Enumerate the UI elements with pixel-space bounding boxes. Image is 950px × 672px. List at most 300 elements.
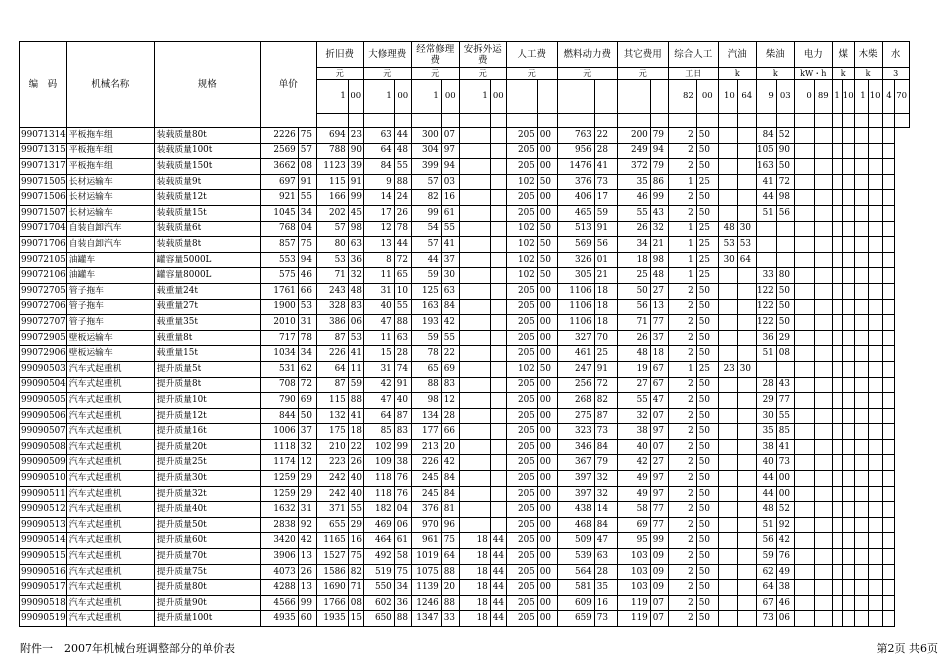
cell-int — [794, 252, 814, 268]
cell-int: 2 — [668, 190, 696, 206]
cell-int — [854, 361, 868, 377]
cell-int: 564 — [557, 564, 594, 580]
header-col-spacer — [696, 114, 718, 128]
cell-dec — [814, 549, 832, 565]
cell-dec — [814, 143, 832, 159]
cell-dec — [737, 502, 756, 518]
cell-dec — [868, 595, 882, 611]
cell-dec: 72 — [298, 377, 316, 393]
header-col-unit: 元 — [506, 68, 557, 80]
cell-int: 372 — [617, 159, 650, 175]
cell-int — [794, 502, 814, 518]
cell-dec: 00 — [537, 455, 557, 471]
cell-dec: 13 — [298, 580, 316, 596]
cell-dec: 16 — [441, 190, 459, 206]
cell-int: 242 — [316, 471, 348, 487]
cell-spec: 提升质量100t — [154, 611, 260, 627]
header-col-spacer — [316, 114, 348, 128]
header-col-label: 木柴 — [854, 42, 882, 68]
cell-dec: 00 — [537, 128, 557, 144]
cell-int: 205 — [506, 502, 537, 518]
cell-dec: 00 — [537, 580, 557, 596]
cell-dec: 50 — [776, 283, 794, 299]
cell-dec — [814, 361, 832, 377]
cell-int: 205 — [506, 455, 537, 471]
cell-dec: 52 — [776, 502, 794, 518]
cell-spec: 装载质量8t — [154, 237, 260, 253]
cell-int: 8 — [363, 252, 394, 268]
cell-int: 2 — [668, 205, 696, 221]
cell-dec — [737, 190, 756, 206]
cell-int — [459, 190, 490, 206]
cell-int — [794, 346, 814, 362]
cell-int: 26 — [617, 330, 650, 346]
cell-int — [832, 580, 842, 596]
cell-int — [882, 549, 894, 565]
cell-dec — [490, 330, 506, 346]
cell-dec: 27 — [650, 455, 668, 471]
cell-spec: 载重量8t — [154, 330, 260, 346]
cell-dec: 36 — [394, 595, 411, 611]
cell-spec: 提升质量25t — [154, 455, 260, 471]
cell-dec — [737, 315, 756, 331]
header-col-default-dec: 00 — [441, 80, 459, 114]
cell-dec: 73 — [776, 455, 794, 471]
cell-dec — [814, 533, 832, 549]
cell-int: 205 — [506, 408, 537, 424]
cell-int — [459, 159, 490, 175]
cell-dec — [776, 252, 794, 268]
cell-int: 768 — [260, 221, 298, 237]
cell-int: 1246 — [411, 595, 441, 611]
header-col-unit: 元 — [411, 68, 459, 80]
cell-dec: 75 — [298, 128, 316, 144]
cell-int: 492 — [363, 549, 394, 565]
cell-int: 4288 — [260, 580, 298, 596]
cell-int: 63 — [363, 128, 394, 144]
cell-int: 1527 — [316, 549, 348, 565]
cell-int: 539 — [557, 549, 594, 565]
cell-dec: 43 — [776, 377, 794, 393]
cell-dec: 30 — [441, 268, 459, 284]
cell-int — [854, 502, 868, 518]
cell-int — [459, 330, 490, 346]
cell-dec: 14 — [594, 502, 617, 518]
cell-int: 205 — [506, 190, 537, 206]
cell-dec: 46 — [298, 268, 316, 284]
table-row — [20, 252, 910, 268]
cell-dec — [814, 408, 832, 424]
cell-spec: 提升质量80t — [154, 580, 260, 596]
cell-dec — [868, 190, 882, 206]
cell-int: 242 — [316, 486, 348, 502]
cell-dec — [737, 159, 756, 175]
cell-dec: 78 — [298, 330, 316, 346]
cell-int — [718, 393, 737, 409]
cell-dec: 00 — [537, 346, 557, 362]
cell-dec: 00 — [537, 471, 557, 487]
cell-dec — [814, 580, 832, 596]
cell-dec: 90 — [348, 143, 363, 159]
cell-dec — [490, 315, 506, 331]
cell-int — [832, 595, 842, 611]
cell-int: 18 — [459, 595, 490, 611]
cell-dec: 72 — [394, 252, 411, 268]
cell-dec: 28 — [394, 346, 411, 362]
cell-dec: 38 — [776, 580, 794, 596]
cell-int — [882, 408, 894, 424]
table-row — [20, 595, 910, 611]
header-col-default-dec: 00 — [696, 80, 718, 114]
cell-dec — [868, 486, 882, 502]
cell-int — [459, 143, 490, 159]
cell-int: 118 — [363, 471, 394, 487]
cell-int — [854, 564, 868, 580]
cell-int: 2 — [668, 533, 696, 549]
cell-int: 2 — [668, 564, 696, 580]
cell-int: 57 — [411, 237, 441, 253]
cell-dec: 61 — [394, 533, 411, 549]
cell-int: 346 — [557, 439, 594, 455]
cell-int: 205 — [506, 595, 537, 611]
cell-dec — [842, 455, 854, 471]
cell-dec — [842, 159, 854, 175]
cell-dec: 57 — [298, 143, 316, 159]
cell-dec: 23 — [348, 128, 363, 144]
price-table — [19, 41, 910, 627]
cell-dec: 50 — [696, 564, 718, 580]
cell-dec: 22 — [441, 346, 459, 362]
cell-spec: 提升质量32t — [154, 486, 260, 502]
cell-dec: 12 — [298, 455, 316, 471]
cell-code: 99071704 — [20, 221, 67, 237]
cell-dec — [842, 330, 854, 346]
cell-int — [882, 439, 894, 455]
cell-int: 98 — [411, 393, 441, 409]
cell-int: 27 — [617, 377, 650, 393]
cell-int: 2 — [668, 580, 696, 596]
cell-int: 65 — [411, 361, 441, 377]
cell-int — [832, 439, 842, 455]
cell-dec: 88 — [394, 315, 411, 331]
cell-dec: 88 — [348, 393, 363, 409]
cell-int: 48 — [756, 502, 776, 518]
cell-int — [794, 486, 814, 502]
cell-dec: 55 — [348, 502, 363, 518]
cell-spec: 提升质量5t — [154, 361, 260, 377]
cell-dec: 25 — [696, 237, 718, 253]
cell-dec — [814, 439, 832, 455]
cell-code: 99090505 — [20, 393, 67, 409]
cell-int: 200 — [617, 128, 650, 144]
cell-int: 205 — [506, 346, 537, 362]
cell-dec: 50 — [696, 439, 718, 455]
cell-code: 99071314 — [20, 128, 67, 144]
cell-machine-name: 汽车式起重机 — [66, 439, 154, 455]
cell-int: 2 — [668, 455, 696, 471]
cell-int — [718, 174, 737, 190]
cell-int — [854, 486, 868, 502]
cell-int: 85 — [363, 424, 394, 440]
cell-int: 4073 — [260, 564, 298, 580]
cell-int: 102 — [506, 361, 537, 377]
cell-int: 327 — [557, 330, 594, 346]
cell-int: 163 — [411, 299, 441, 315]
cell-dec — [842, 471, 854, 487]
cell-dec: 90 — [776, 143, 794, 159]
cell-dec: 00 — [537, 439, 557, 455]
cell-dec — [842, 283, 854, 299]
cell-dec — [814, 221, 832, 237]
cell-dec: 32 — [594, 471, 617, 487]
cell-dec: 26 — [348, 455, 363, 471]
cell-dec — [868, 580, 882, 596]
cell-int — [794, 471, 814, 487]
cell-int — [882, 299, 894, 315]
cell-int: 62 — [756, 564, 776, 580]
cell-dec — [814, 299, 832, 315]
cell-spec: 提升质量20t — [154, 439, 260, 455]
cell-dec: 56 — [776, 205, 794, 221]
cell-int: 659 — [557, 611, 594, 627]
cell-int — [882, 580, 894, 596]
cell-dec — [737, 486, 756, 502]
cell-dec — [737, 517, 756, 533]
cell-int: 71 — [316, 268, 348, 284]
header-col-default-int: 1 — [459, 80, 490, 114]
cell-dec: 63 — [348, 237, 363, 253]
cell-int: 205 — [506, 283, 537, 299]
header-col-unit: 元 — [617, 68, 668, 80]
cell-int: 205 — [506, 315, 537, 331]
cell-int — [459, 346, 490, 362]
cell-dec: 40 — [394, 393, 411, 409]
cell-dec: 59 — [594, 205, 617, 221]
header-col-spacer — [756, 114, 776, 128]
header-col-label: 煤 — [832, 42, 854, 68]
cell-int — [832, 330, 842, 346]
cell-int — [459, 377, 490, 393]
cell-int: 205 — [506, 533, 537, 549]
cell-int: 1118 — [260, 439, 298, 455]
cell-int: 28 — [756, 377, 776, 393]
cell-dec — [490, 361, 506, 377]
cell-int — [794, 221, 814, 237]
cell-int: 64 — [363, 143, 394, 159]
cell-int — [854, 533, 868, 549]
cell-dec: 37 — [298, 424, 316, 440]
cell-dec: 09 — [650, 549, 668, 565]
cell-int — [854, 299, 868, 315]
cell-spec: 装载质量6t — [154, 221, 260, 237]
cell-code: 99090510 — [20, 471, 67, 487]
table-row — [20, 517, 910, 533]
cell-int: 134 — [411, 408, 441, 424]
cell-dec: 00 — [537, 283, 557, 299]
cell-int — [832, 611, 842, 627]
cell-int: 40 — [617, 439, 650, 455]
cell-dec — [814, 471, 832, 487]
cell-dec: 13 — [298, 549, 316, 565]
cell-dec — [814, 268, 832, 284]
cell-int: 921 — [260, 190, 298, 206]
cell-dec: 40 — [348, 471, 363, 487]
cell-dec: 11 — [348, 361, 363, 377]
cell-int: 34 — [617, 237, 650, 253]
cell-dec: 29 — [298, 471, 316, 487]
cell-dec: 09 — [650, 564, 668, 580]
header-col-spacer — [537, 114, 557, 128]
cell-int: 438 — [557, 502, 594, 518]
cell-int — [882, 595, 894, 611]
cell-int — [459, 205, 490, 221]
table-row — [20, 377, 910, 393]
cell-code: 99090503 — [20, 361, 67, 377]
table-row — [20, 439, 910, 455]
cell-dec — [842, 549, 854, 565]
cell-int: 118 — [363, 486, 394, 502]
cell-dec — [868, 502, 882, 518]
cell-int: 513 — [557, 221, 594, 237]
cell-code: 99071315 — [20, 143, 67, 159]
cell-int: 115 — [316, 174, 348, 190]
cell-int: 550 — [363, 580, 394, 596]
cell-dec: 50 — [696, 205, 718, 221]
cell-dec: 91 — [594, 361, 617, 377]
cell-int: 122 — [756, 315, 776, 331]
header-col-unit: k — [854, 68, 882, 80]
cell-int: 125 — [411, 283, 441, 299]
cell-dec — [842, 174, 854, 190]
cell-dec — [490, 346, 506, 362]
cell-dec: 97 — [441, 143, 459, 159]
cell-spec: 载重量15t — [154, 346, 260, 362]
cell-code: 99090508 — [20, 439, 67, 455]
cell-dec: 50 — [537, 237, 557, 253]
cell-int: 205 — [506, 580, 537, 596]
cell-int: 376 — [557, 174, 594, 190]
cell-int: 1106 — [557, 283, 594, 299]
cell-dec — [868, 205, 882, 221]
cell-int: 175 — [316, 424, 348, 440]
cell-spec: 装载质量100t — [154, 143, 260, 159]
header-col-spacer — [506, 114, 537, 128]
cell-dec — [490, 190, 506, 206]
cell-int: 102 — [506, 221, 537, 237]
cell-machine-name: 长材运输车 — [66, 205, 154, 221]
cell-dec — [814, 424, 832, 440]
cell-int — [882, 424, 894, 440]
cell-int — [832, 252, 842, 268]
cell-dec — [868, 299, 882, 315]
cell-int: 249 — [617, 143, 650, 159]
cell-int: 49 — [617, 471, 650, 487]
cell-int: 2010 — [260, 315, 298, 331]
cell-int — [718, 502, 737, 518]
cell-int: 1 — [668, 268, 696, 284]
cell-dec: 00 — [537, 143, 557, 159]
cell-dec: 50 — [696, 486, 718, 502]
cell-dec: 50 — [696, 471, 718, 487]
header-col-default-int: 1 — [411, 80, 441, 114]
cell-dec: 88 — [394, 174, 411, 190]
cell-int: 397 — [557, 486, 594, 502]
cell-int: 2 — [668, 330, 696, 346]
cell-int: 2 — [668, 439, 696, 455]
cell-dec: 36 — [348, 252, 363, 268]
cell-int — [459, 221, 490, 237]
cell-int: 1586 — [316, 564, 348, 580]
cell-machine-name: 油罐车 — [66, 268, 154, 284]
cell-dec: 98 — [348, 221, 363, 237]
cell-int: 35 — [756, 424, 776, 440]
cell-dec: 64 — [441, 549, 459, 565]
cell-int — [832, 471, 842, 487]
cell-int: 18 — [459, 533, 490, 549]
cell-dec — [737, 611, 756, 627]
header-col-default-dec — [594, 80, 617, 114]
cell-int: 210 — [316, 439, 348, 455]
cell-int — [794, 424, 814, 440]
header-col-unit: 元 — [459, 68, 506, 80]
cell-dec: 91 — [594, 221, 617, 237]
cell-int — [832, 455, 842, 471]
cell-int: 33 — [756, 268, 776, 284]
cell-int — [854, 252, 868, 268]
cell-int: 694 — [316, 128, 348, 144]
cell-dec: 69 — [441, 361, 459, 377]
cell-int — [459, 424, 490, 440]
cell-int — [718, 283, 737, 299]
cell-dec — [842, 595, 854, 611]
cell-spec: 提升质量40t — [154, 502, 260, 518]
cell-int — [794, 611, 814, 627]
cell-int: 31 — [363, 361, 394, 377]
cell-dec: 07 — [650, 439, 668, 455]
cell-int — [832, 205, 842, 221]
header-col-default-int: 4 — [882, 80, 894, 114]
cell-dec: 00 — [776, 471, 794, 487]
cell-dec — [776, 221, 794, 237]
cell-dec: 10 — [394, 283, 411, 299]
cell-dec: 48 — [394, 143, 411, 159]
cell-int — [459, 455, 490, 471]
cell-int: 88 — [411, 377, 441, 393]
cell-int: 51 — [756, 346, 776, 362]
cell-int: 697 — [260, 174, 298, 190]
table-row — [20, 268, 910, 284]
cell-int — [459, 471, 490, 487]
cell-dec — [737, 408, 756, 424]
cell-machine-name: 壁板运输车 — [66, 346, 154, 362]
cell-dec — [814, 190, 832, 206]
cell-dec — [868, 174, 882, 190]
cell-code: 99090507 — [20, 424, 67, 440]
cell-int: 464 — [363, 533, 394, 549]
cell-dec — [842, 128, 854, 144]
cell-dec: 25 — [696, 268, 718, 284]
cell-dec: 99 — [650, 533, 668, 549]
cell-dec: 44 — [490, 564, 506, 580]
cell-spec: 载重量24t — [154, 283, 260, 299]
cell-dec: 49 — [776, 564, 794, 580]
cell-int: 64 — [363, 408, 394, 424]
header-col-label: 经常修理费 — [411, 42, 459, 68]
cell-int — [718, 549, 737, 565]
header-col-default-int: 82 — [668, 80, 696, 114]
header-spec: 规格 — [154, 42, 260, 128]
cell-int — [832, 564, 842, 580]
